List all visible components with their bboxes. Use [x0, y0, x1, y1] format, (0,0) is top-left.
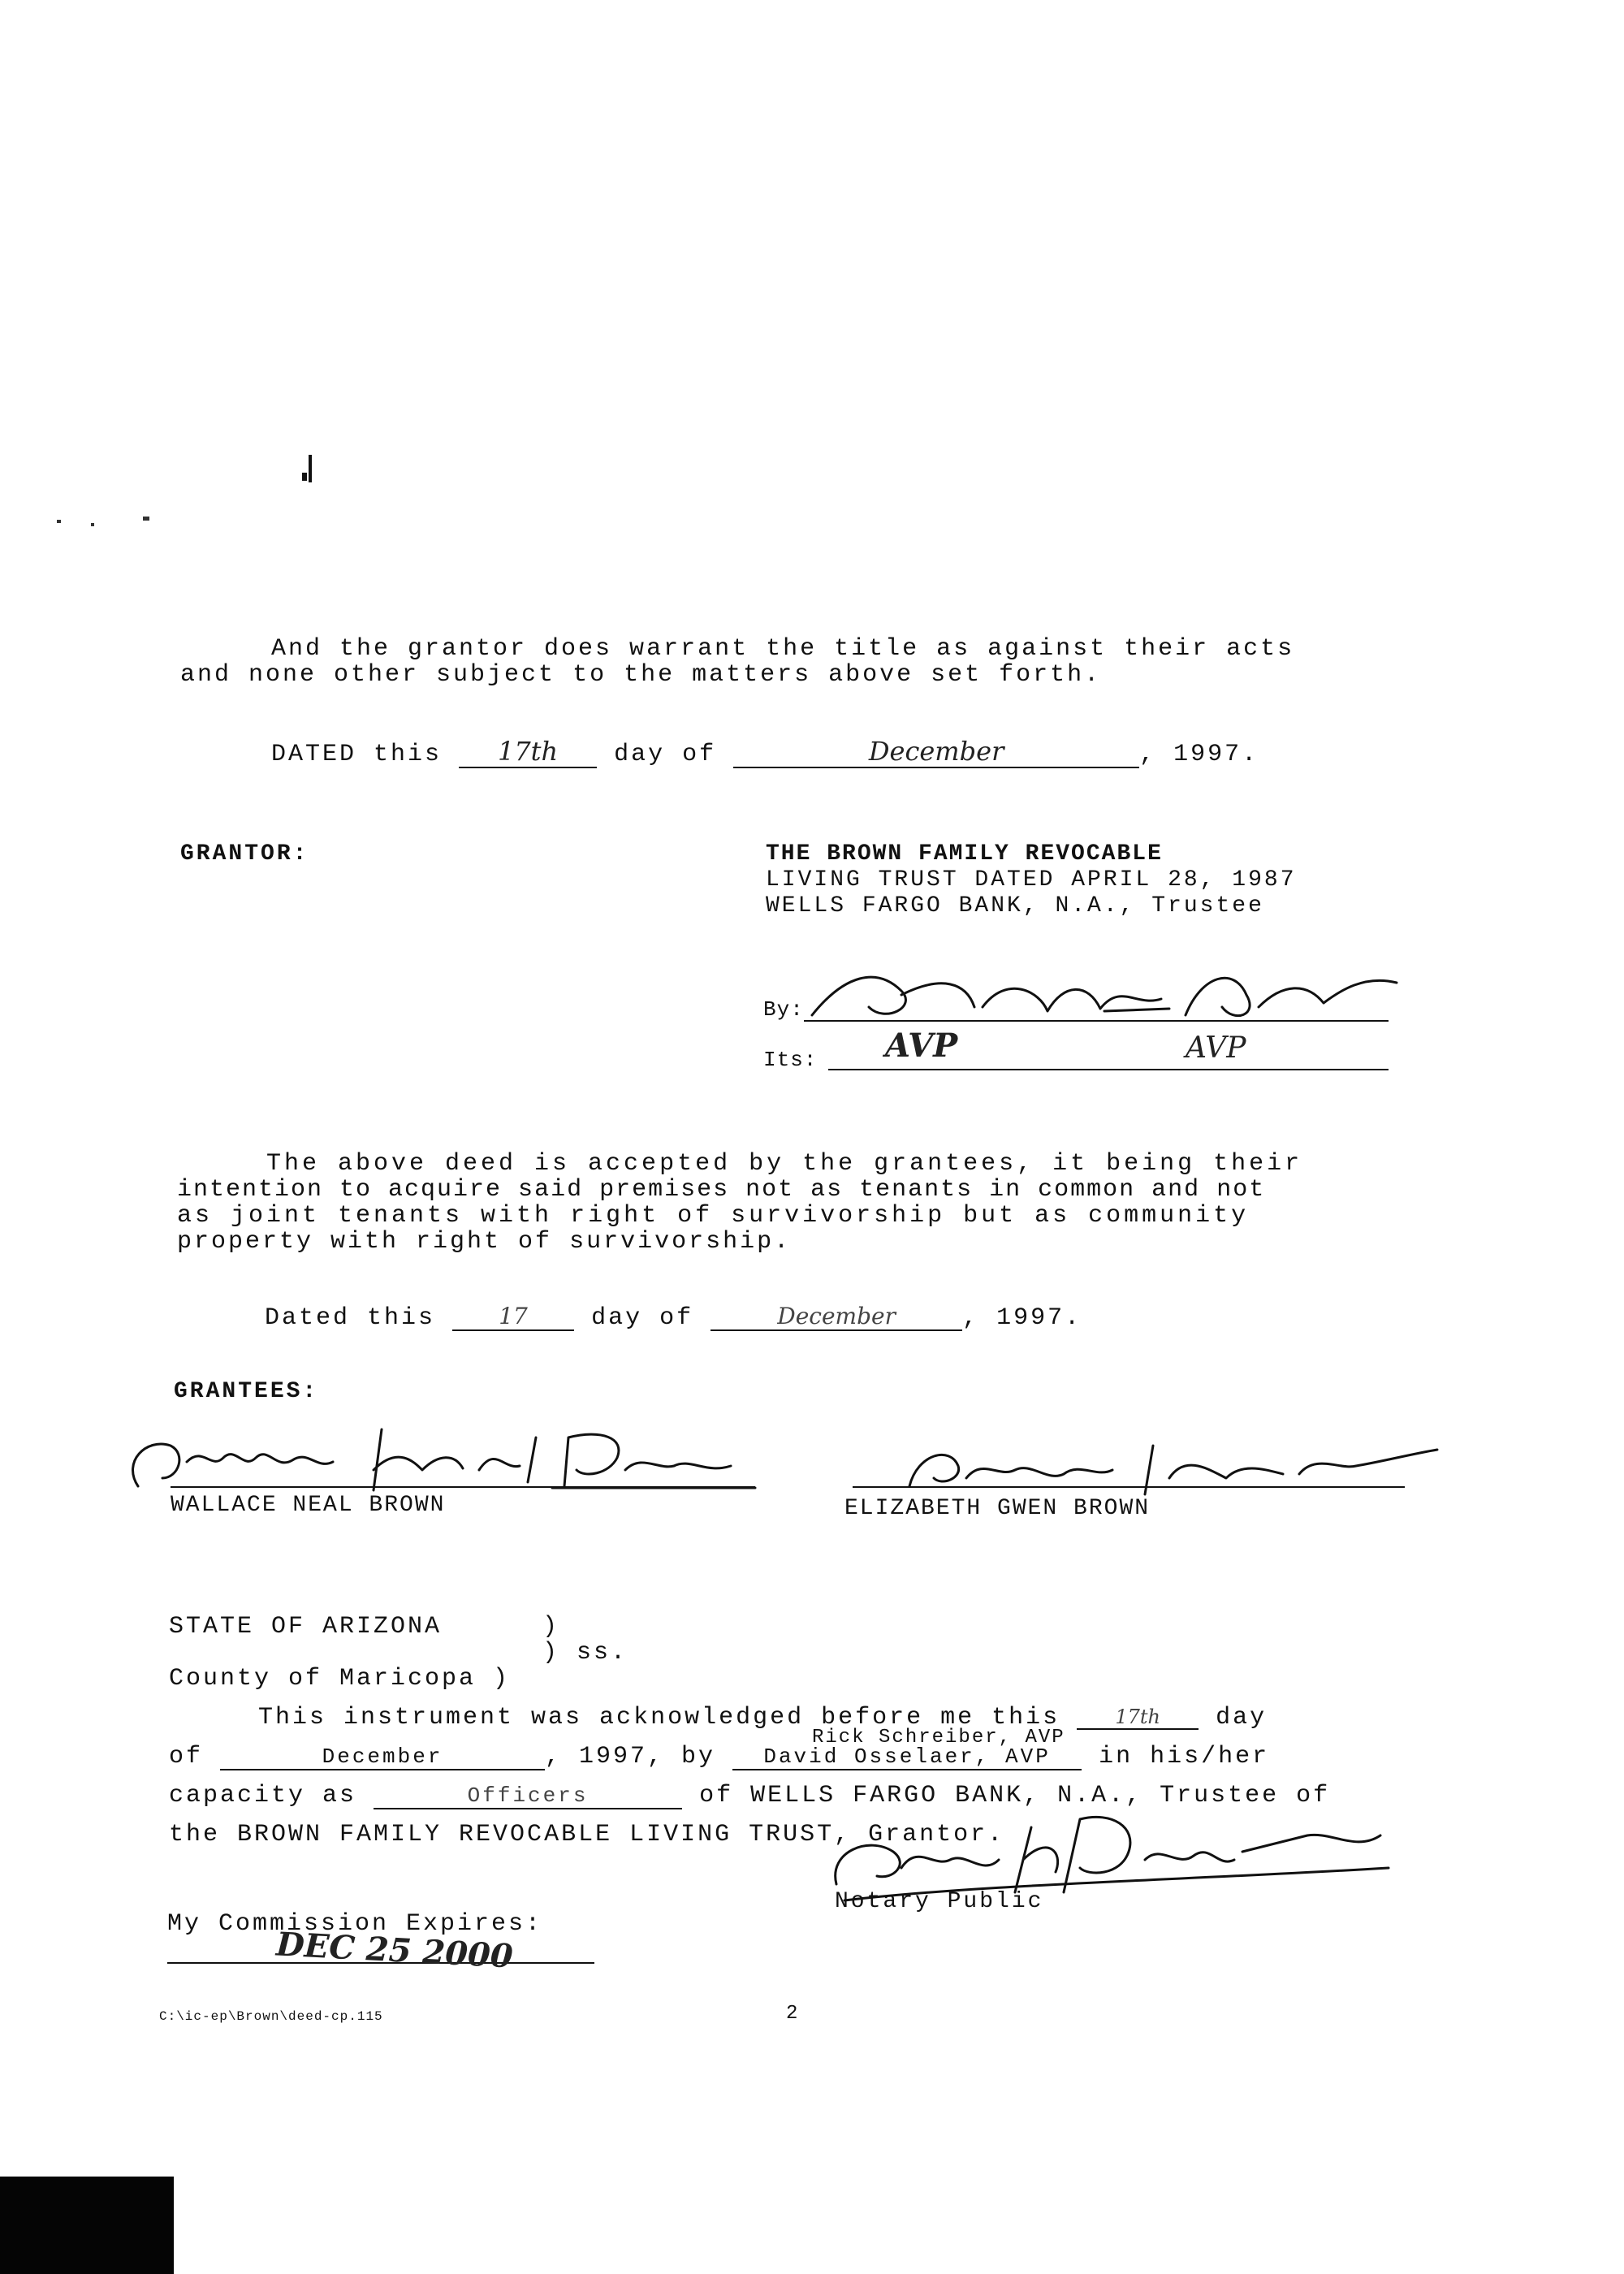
acceptance-line-4: property with right of survivorship. — [177, 1228, 792, 1256]
acceptance-line-2: intention to acquire said premises not as tenants in common and not — [177, 1176, 1266, 1204]
notary-line-2 — [169, 1743, 1269, 1770]
dated-year: , 1997. — [1139, 741, 1259, 768]
footer-file-path: C:\ic-ep\Brown\deed-cp.115 — [159, 2009, 383, 2024]
notary-of-label: of — [169, 1743, 204, 1770]
grantor-name-line-1: THE BROWN FAMILY REVOCABLE — [766, 841, 1163, 867]
notary-capacity-label: capacity as — [169, 1782, 357, 1809]
grantee-2-line — [853, 1486, 1405, 1488]
its-line — [828, 1069, 1389, 1070]
grantee-1-signature — [114, 1413, 763, 1502]
scan-block — [0, 2177, 174, 2274]
dated-prefix: DATED this — [271, 741, 443, 768]
notary-day: 17th — [1077, 1706, 1199, 1730]
grantor-name-line-3: WELLS FARGO BANK, N.A., Trustee — [766, 893, 1264, 919]
grantees-label: GRANTEES: — [174, 1379, 319, 1404]
scan-mark — [309, 455, 312, 482]
its-value-2: AVP — [1186, 1031, 1246, 1065]
dated-day: 17th — [459, 736, 597, 768]
notary-ss: ) ss. — [542, 1639, 628, 1667]
acceptance-line-1: The above deed is accepted by the grantees, it being their — [266, 1150, 1303, 1178]
dated2-month: December — [710, 1303, 962, 1331]
by-label: By: — [763, 997, 804, 1022]
notary-state: STATE OF ARIZONA — [169, 1613, 443, 1641]
grantee-1-name: WALLACE NEAL BROWN — [171, 1493, 446, 1518]
notary-month: December — [220, 1744, 545, 1770]
its-label: Its: — [763, 1048, 818, 1072]
notary-county: County of Maricopa ) — [169, 1665, 511, 1693]
acceptance-line-3: as joint tenants with right of survivorship but as community — [177, 1202, 1250, 1230]
notary-line-1 — [258, 1704, 1267, 1731]
dated2-prefix: Dated this — [265, 1304, 436, 1332]
scan-mark — [302, 473, 307, 481]
dated-line-1 — [271, 736, 1259, 768]
warranty-line-1: And the grantor does warrant the title as against their acts — [271, 635, 1295, 663]
grantor-signature — [780, 958, 1445, 1040]
dated2-day-of: day of — [591, 1304, 694, 1332]
dated2-year: , 1997. — [962, 1304, 1082, 1332]
notary-line-1-text: This instrument was acknowledged before me this — [258, 1704, 1060, 1731]
commission-date: DEC 25 2000 — [274, 1925, 514, 1976]
grantor-name-line-2: LIVING TRUST DATED APRIL 28, 1987 — [766, 867, 1297, 893]
notary-signer-top: Rick Schreiber, AVP — [812, 1727, 1065, 1749]
page-number: 2 — [786, 2003, 801, 2025]
its-value: AVP — [885, 1027, 958, 1065]
notary-public-label: Notary Public — [835, 1889, 1044, 1914]
warranty-line-2: and none other subject to the matters above set forth. — [180, 661, 1102, 689]
grantor-label: GRANTOR: — [180, 841, 309, 867]
dated-day-of: day of — [614, 741, 717, 768]
commission-label: My Commission Expires: — [167, 1910, 543, 1938]
grantee-2-name: ELIZABETH GWEN BROWN — [844, 1496, 1151, 1521]
notary-his-her: in his/her — [1099, 1743, 1270, 1770]
notary-day-label: day — [1216, 1704, 1268, 1731]
dated2-day: 17 — [452, 1303, 574, 1331]
scan-speck — [57, 520, 61, 523]
dated-month: December — [733, 736, 1139, 768]
notary-capacity: Officers — [374, 1783, 682, 1809]
scan-speck — [143, 517, 149, 521]
grantee-1-line — [171, 1486, 755, 1488]
notary-line-4: the BROWN FAMILY REVOCABLE LIVING TRUST, Grantor. — [169, 1821, 1005, 1848]
dated-line-2 — [265, 1303, 1082, 1332]
notary-paren: ) — [542, 1613, 560, 1641]
scan-speck — [91, 523, 94, 526]
notary-signer-bottom: David Osselaer, AVP — [732, 1744, 1082, 1770]
notary-capacity-tail: of WELLS FARGO BANK, N.A., Trustee of — [699, 1782, 1331, 1809]
notary-year-by: , 1997, by — [545, 1743, 716, 1770]
